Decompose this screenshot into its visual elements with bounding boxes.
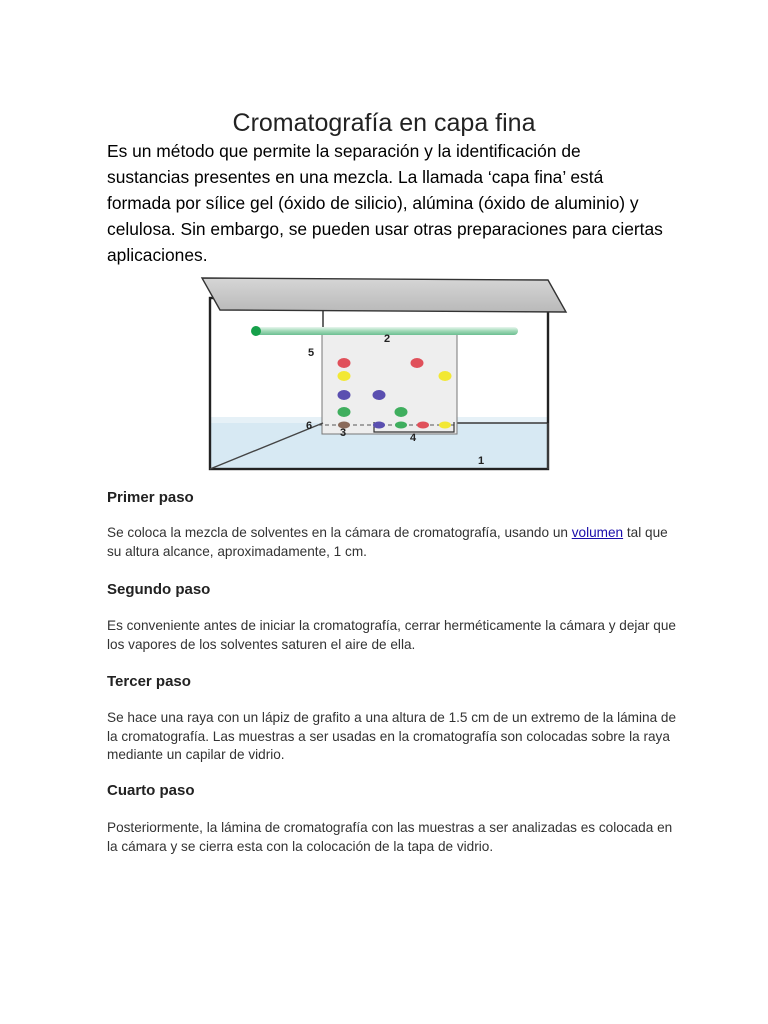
step-1-text	[107, 524, 677, 561]
label-4: 4	[410, 432, 417, 444]
support-rod-end	[251, 326, 261, 336]
chromatography-chamber-diagram	[198, 276, 570, 476]
label-5: 5	[308, 347, 315, 359]
step-2-text: Es conveniente antes de iniciar la cromatografía, cerrar herméticamente la cámara y dejar que los vapores de los solventes saturen el aire de ella.	[107, 618, 676, 652]
step-1-text-after: tal que su altura alcance, aproximadamente, 1 cm.	[107, 525, 668, 559]
volumen-link[interactable]: volumen	[571, 525, 624, 540]
step-1-text-before: Se coloca la mezcla de solventes en la cámara de cromatografía, usando un	[107, 525, 572, 540]
label-1: 1	[478, 455, 485, 467]
step-2-heading: Segundo paso	[107, 581, 211, 598]
step-4-heading: Cuarto paso	[107, 782, 195, 799]
label-3: 3	[340, 427, 347, 439]
step-3-text: Se hace una raya con un lápiz de grafito a una altura de 1.5 cm de un extremo de la lámina de la cromatografía. Las muestras a ser usadas en la cromatografía son colocadas sobre la raya mediante un capilar de vidrio.	[107, 710, 677, 762]
label-2: 2	[384, 333, 391, 345]
intro-paragraph: Es un método que permite la separación y la identificación de sustancias presentes en una mezcla. La llamada ‘capa fina’ está formada por sílice gel (óxido de silicio), alúmina (óxido de aluminio) y celulosa. Sin embargo, se pueden usar otras preparaciones para ciertas aplicaciones.	[107, 141, 663, 265]
page-title: Cromatografía en capa fina	[232, 108, 536, 137]
step-1-heading: Primer paso	[107, 489, 194, 506]
step-3-heading: Tercer paso	[107, 673, 191, 690]
step-4-text: Posteriormente, la lámina de cromatografía con las muestras a ser analizadas es colocada en la cámara y se cierra esta con la colocación de la tapa de vidrio.	[107, 820, 673, 854]
label-6: 6	[306, 420, 313, 432]
glass-lid	[202, 278, 566, 312]
